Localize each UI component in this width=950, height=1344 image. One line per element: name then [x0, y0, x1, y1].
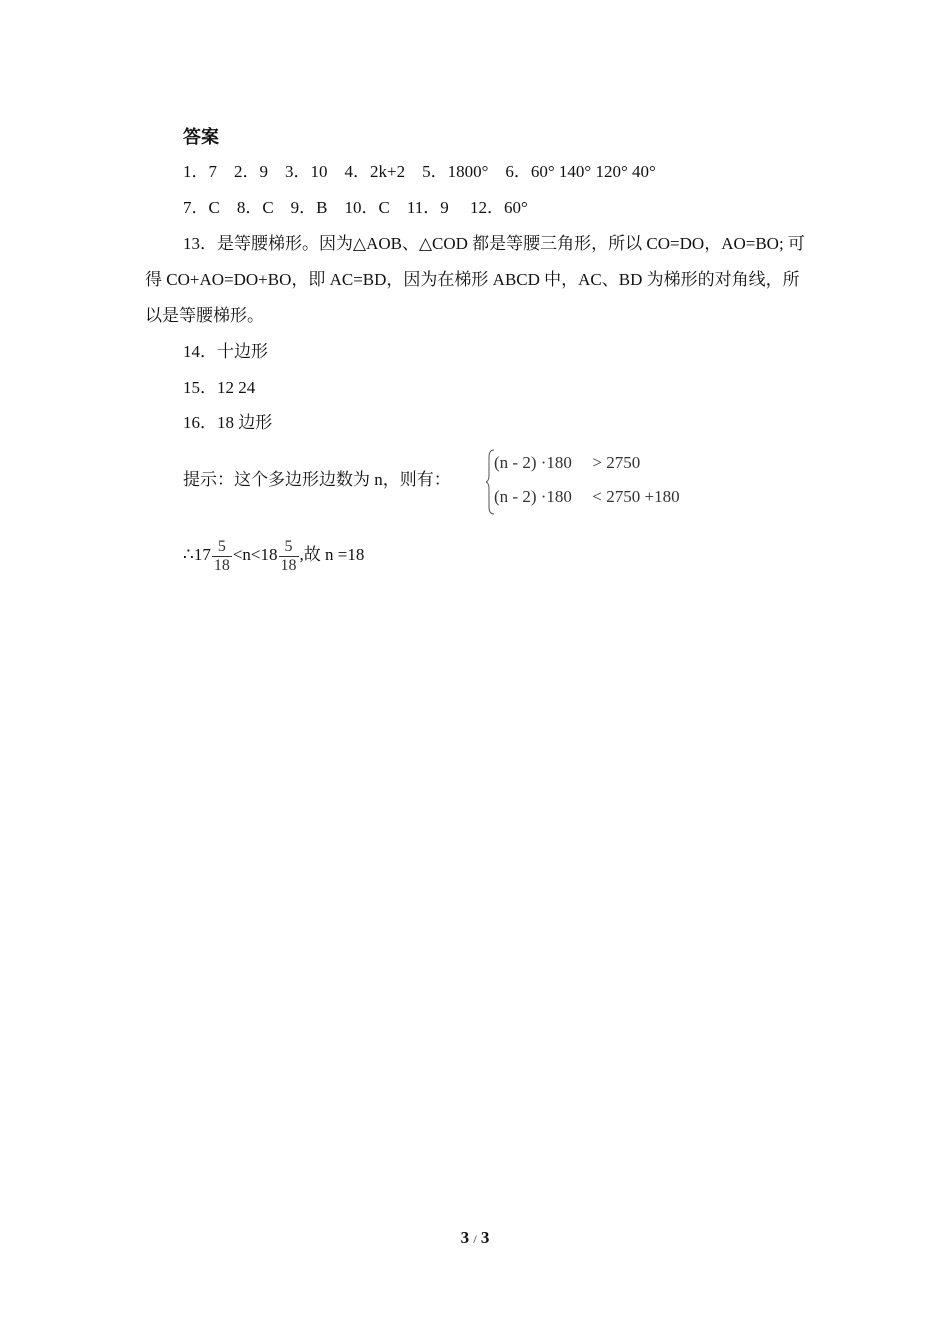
- fraction-2: [279, 538, 299, 575]
- inequality-row-2-left: (n - 2) ·180: [494, 487, 572, 506]
- inequality-row-1-right: > 2750: [592, 453, 641, 472]
- page-footer: [0, 1228, 950, 1248]
- answer-line-1-6: 1．7 2．9 3．10 4．2k+2 5．1800° 6．60° 140° 120° 40°: [183, 162, 656, 181]
- fraction-1-numerator: 5: [212, 538, 232, 557]
- inequality-row-2-right: < 2750 +180: [592, 487, 680, 506]
- answer-16: 16．18 边形: [183, 413, 273, 432]
- page-total: 3: [480, 1228, 490, 1247]
- conclusion-middle: <n<18: [232, 545, 278, 564]
- fraction-2-denominator: 18: [280, 556, 297, 574]
- conclusion-suffix: ,故 n =18: [299, 545, 365, 564]
- page-separator: /: [473, 1232, 477, 1246]
- fraction-2-numerator: 5: [279, 538, 299, 557]
- answer-13-paragraph: [145, 226, 810, 334]
- conclusion-prefix: ∴17: [183, 545, 211, 564]
- page-number: 3: [460, 1228, 470, 1247]
- answer-line-7-12: 7．C 8．C 9．B 10．C 11．9 12．60°: [183, 198, 528, 217]
- answer-15: 15．12 24: [183, 378, 256, 397]
- inequality-row-1-left: (n - 2) ·180: [494, 453, 572, 472]
- fraction-1: [212, 538, 232, 575]
- fraction-1-denominator: 18: [213, 556, 230, 574]
- conclusion-line: [183, 536, 364, 575]
- answer-14: 14．十边形: [183, 342, 268, 361]
- answer-heading: 答案: [183, 127, 219, 147]
- hint-label: 提示：这个多边形边数为 n，则有：: [183, 470, 451, 489]
- answer-13-text: 13．是等腰梯形。因为△AOB、△COD 都是等腰三角形，所以 CO=DO，AO=BO; 可得 CO+AO=DO+BO，即 AC=BD，因为在梯形 ABCD 中，AC、BD 为梯形的对角线，所以是等腰梯形。: [145, 234, 805, 325]
- inequality-system: [486, 447, 716, 515]
